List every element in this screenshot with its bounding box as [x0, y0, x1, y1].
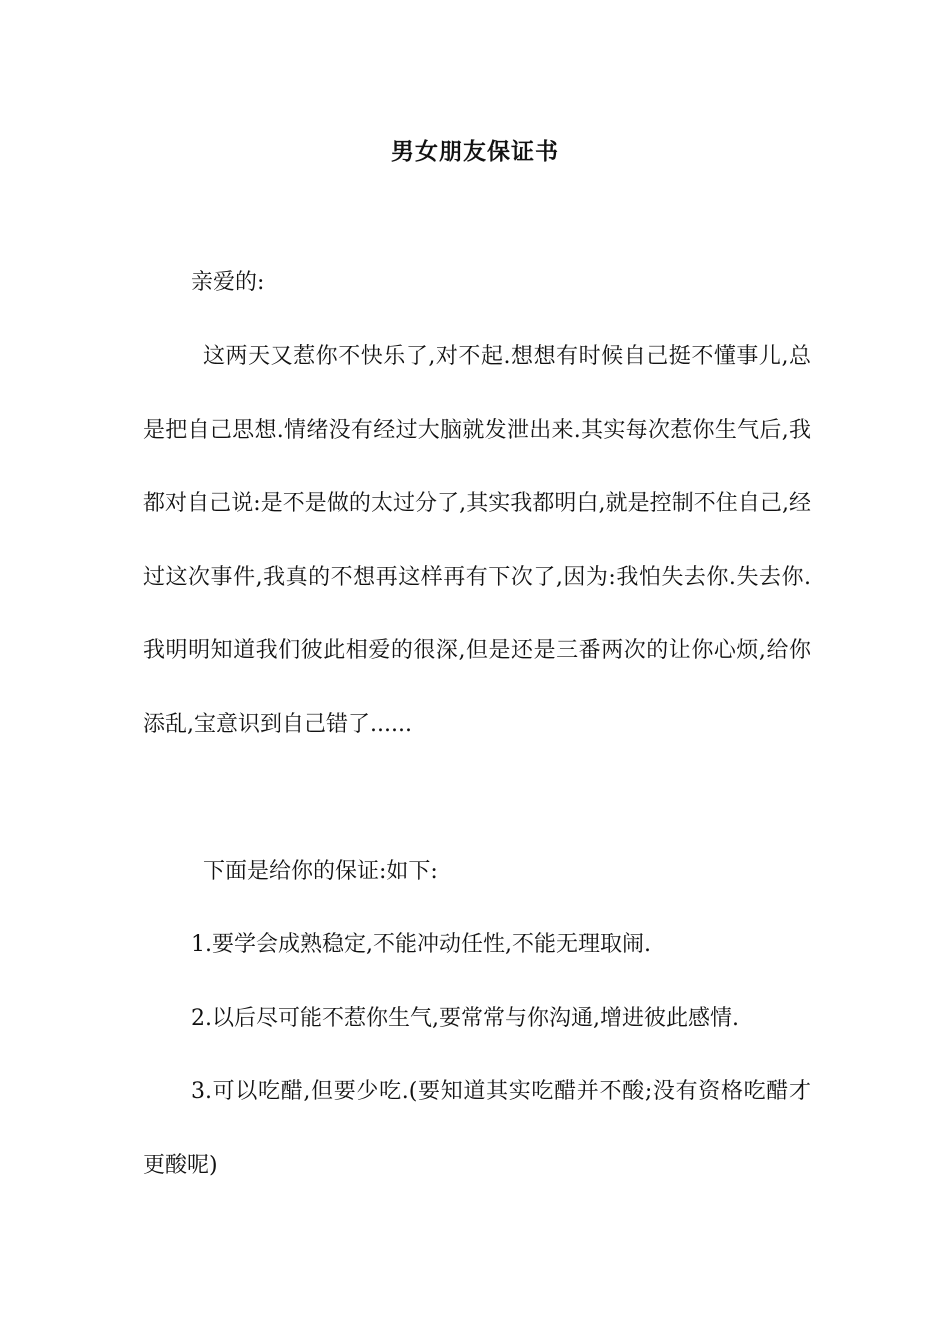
promise-intro: 下面是给你的保证:如下: — [203, 859, 438, 884]
document-title: 男女朋友保证书 — [391, 138, 559, 165]
salutation: 亲爱的: — [191, 270, 265, 295]
promise-item-2: 2.以后尽可能不惹你生气,要常常与你沟通,增进彼此感情. — [191, 1005, 739, 1031]
promise-list — [143, 908, 811, 1202]
promise-item-3: 3.可以吃醋,但要少吃.(要知道其实吃醋并不酸;没有资格吃醋才更酸呢) — [143, 1079, 811, 1178]
promise-item-1: 1.要学会成熟稳定,不能冲动任性,不能无理取闹. — [191, 932, 651, 957]
apology-paragraph: 这两天又惹你不快乐了,对不起.想想有时候自己挺不懂事儿,总是把自己思想.情绪没有经过大脑就发泄出来.其实每次惹你生气后,我都对自己说:是不是做的太过分了,其实我都明白,就是控制不住自己,经过这次事件,我真的不想再这样再有下次了,因为:我怕失去你.失去你.我明明知道我们彼此相爱的很深,但是还是三番两次的让你心烦,给你添乱,宝意识到自己错了...... — [143, 344, 811, 737]
